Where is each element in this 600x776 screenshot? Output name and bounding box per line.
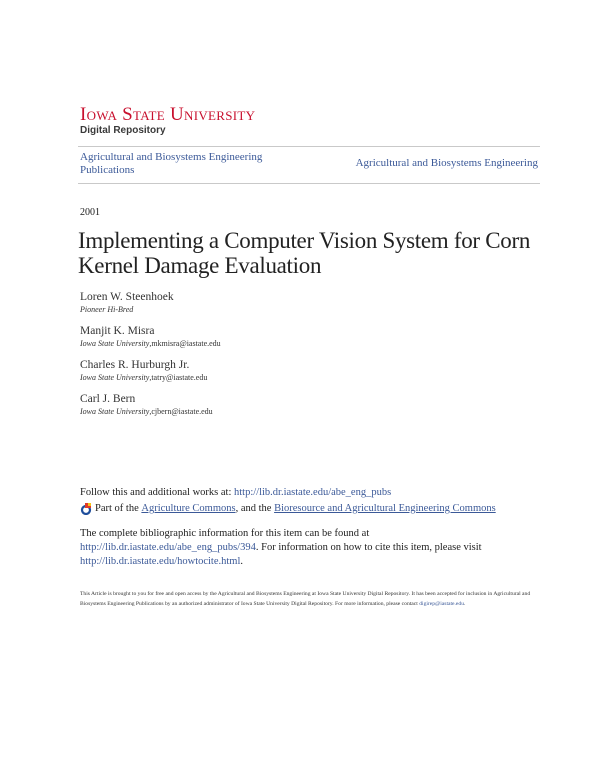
author-email: tatry@iastate.edu <box>151 373 208 382</box>
part-prefix: Part of the <box>95 503 139 514</box>
affiliation-name: Iowa State University <box>80 339 150 348</box>
author-name: Loren W. Steenhoek <box>80 291 174 303</box>
top-divider <box>78 146 540 147</box>
biblio-prefix: The complete bibliographic information for this item can be found at <box>80 528 370 539</box>
collection-link-publications[interactable]: Agricultural and Biosystems Engineering Publications <box>80 151 263 176</box>
author-affiliation: Iowa State University,tatry@iastate.edu <box>80 373 208 382</box>
author-affiliation: Iowa State University,mkmisra@iastate.edu <box>80 339 221 348</box>
author-list <box>80 290 221 426</box>
biblio-middle: . For information on how to cite this item, please visit <box>255 542 482 553</box>
item-link[interactable]: http://lib.dr.iastate.edu/abe_eng_pubs/394 <box>80 542 256 553</box>
collection-link-department[interactable]: Agricultural and Biosystems Engineering <box>355 157 538 169</box>
follow-line <box>80 486 391 500</box>
affiliation-name: Iowa State University <box>80 373 150 382</box>
author-name: Manjit K. Misra <box>80 325 155 337</box>
author-entry <box>80 358 221 383</box>
author-name: Charles R. Hurburgh Jr. <box>80 359 190 371</box>
author-entry <box>80 324 221 349</box>
bibliographic-info <box>80 527 530 569</box>
network-commons-icon <box>80 503 92 515</box>
fineprint-suffix: . <box>464 601 466 607</box>
author-name: Carl J. Bern <box>80 393 136 405</box>
isu-logo[interactable] <box>80 105 255 137</box>
affiliation-name: Pioneer Hi-Bred <box>80 305 134 314</box>
biblio-suffix: . <box>240 556 244 567</box>
bottom-divider <box>78 183 540 184</box>
logo-main-text: Iowa State University <box>80 104 256 125</box>
author-entry <box>80 290 221 315</box>
author-affiliation <box>80 304 221 315</box>
bioresource-commons-link[interactable]: Bioresource and Agricultural Engineering Commons <box>274 503 496 514</box>
contact-email-link[interactable]: digirep@iastate.edu <box>419 601 464 607</box>
author-affiliation: Iowa State University,cjbern@iastate.edu <box>80 407 213 416</box>
agriculture-commons-link[interactable]: Agriculture Commons <box>141 503 236 514</box>
author-email: mkmisra@iastate.edu <box>151 339 221 348</box>
follow-link[interactable]: http://lib.dr.iastate.edu/abe_eng_pubs <box>234 487 392 498</box>
part-of-line <box>80 502 496 516</box>
publication-year: 2001 <box>80 207 100 218</box>
logo-sub-text: Digital Repository <box>80 125 166 136</box>
fineprint-text: This Article is brought to you for free and open access by the Agricultural and Biosystems Engineering at Iowa State University Digital Repository. It has been accepted for inclusion in Agricultural and Biosystems Engineering Publications by an authorized administrator of Iowa State University Digital Repository. For more information, please contact <box>80 591 531 607</box>
paper-title: Implementing a Computer Vision System for Corn Kernel Damage Evaluation <box>78 228 531 278</box>
author-email: cjbern@iastate.edu <box>151 407 213 416</box>
fineprint-notice <box>80 589 540 609</box>
howtocite-link[interactable]: http://lib.dr.iastate.edu/howtocite.html <box>80 556 241 567</box>
part-middle: , and the <box>235 503 272 514</box>
author-entry <box>80 392 221 417</box>
affiliation-name: Iowa State University <box>80 407 150 416</box>
follow-prefix: Follow this and additional works at: <box>80 487 234 498</box>
